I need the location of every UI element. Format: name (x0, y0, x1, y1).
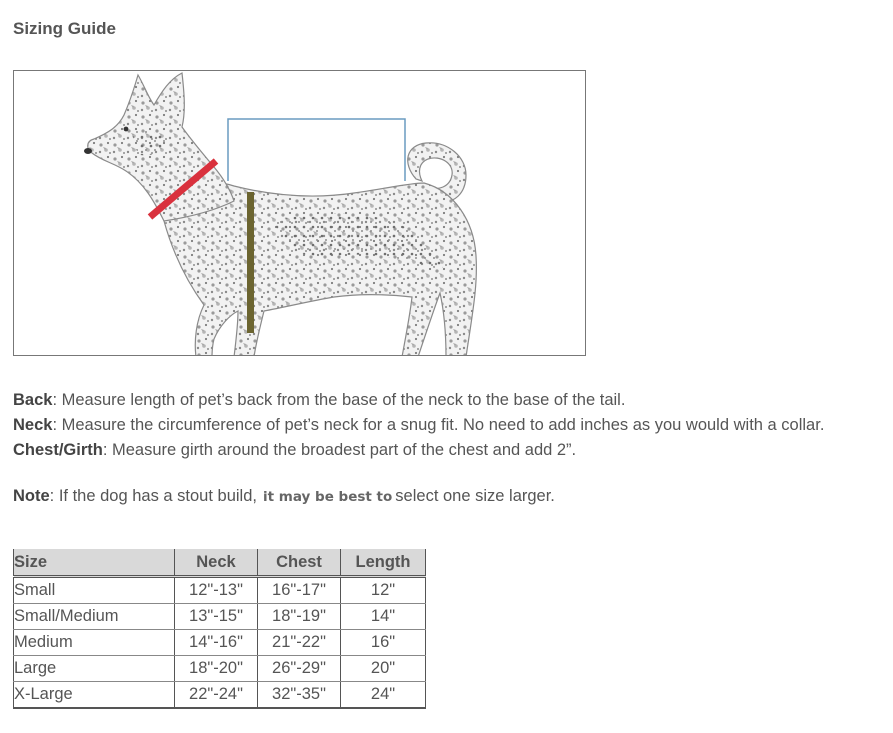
column-header-chest: Chest (258, 549, 341, 577)
page-title: Sizing Guide (13, 19, 116, 38)
cell-chest: 21"-22" (258, 630, 341, 656)
back-measurement-line (228, 119, 405, 181)
size-table (13, 549, 426, 709)
cell-chest: 16"-17" (258, 577, 341, 604)
cell-chest: 26"-29" (258, 656, 341, 682)
table-row (14, 604, 426, 630)
cell-length: 24" (341, 682, 426, 709)
table-row (14, 656, 426, 682)
instruction-term: Chest/Girth (13, 441, 103, 459)
column-header-neck: Neck (175, 549, 258, 577)
dog-measurement-illustration-icon (14, 71, 586, 356)
instruction-text: : Measure length of pet’s back from the base of the neck to the base of the tail. (52, 391, 626, 409)
note-term: Note (13, 487, 50, 505)
note-text-post: select one size larger. (395, 487, 555, 505)
column-header-size: Size (14, 549, 175, 577)
column-header-length: Length (341, 549, 426, 577)
instruction-chest (13, 438, 824, 463)
cell-neck: 18"-20" (175, 656, 258, 682)
table-header-row (14, 549, 426, 577)
cell-neck: 14"-16" (175, 630, 258, 656)
instruction-neck (13, 413, 824, 438)
instruction-term: Neck (13, 416, 53, 434)
instruction-term: Back (13, 391, 53, 409)
cell-size: Large (14, 656, 175, 682)
cell-chest: 18"-19" (258, 604, 341, 630)
measurement-instructions (13, 388, 824, 463)
cell-size: X-Large (14, 682, 175, 709)
cell-neck: 22"-24" (175, 682, 258, 709)
cell-length: 14" (341, 604, 426, 630)
cell-length: 20" (341, 656, 426, 682)
cell-length: 16" (341, 630, 426, 656)
cell-length: 12" (341, 577, 426, 604)
dog-measurement-figure (13, 70, 586, 356)
note-emphasis: it may be best to (262, 489, 393, 505)
table-row (14, 577, 426, 604)
cell-neck: 13"-15" (175, 604, 258, 630)
note-text-pre: : If the dog has a stout build, (49, 487, 257, 505)
instruction-back (13, 388, 824, 413)
cell-size: Medium (14, 630, 175, 656)
table-row (14, 630, 426, 656)
instruction-text: : Measure the circumference of pet’s neck for a snug fit. No need to add inches as you would with a collar. (52, 416, 825, 434)
sizing-note (13, 487, 555, 506)
cell-size: Small (14, 577, 175, 604)
cell-size: Small/Medium (14, 604, 175, 630)
dog-silhouette (84, 73, 476, 356)
chest-measurement-line (247, 192, 254, 333)
cell-chest: 32"-35" (258, 682, 341, 709)
instruction-text: : Measure girth around the broadest part of the chest and add 2”. (102, 441, 577, 459)
cell-neck: 12"-13" (175, 577, 258, 604)
table-row (14, 682, 426, 709)
